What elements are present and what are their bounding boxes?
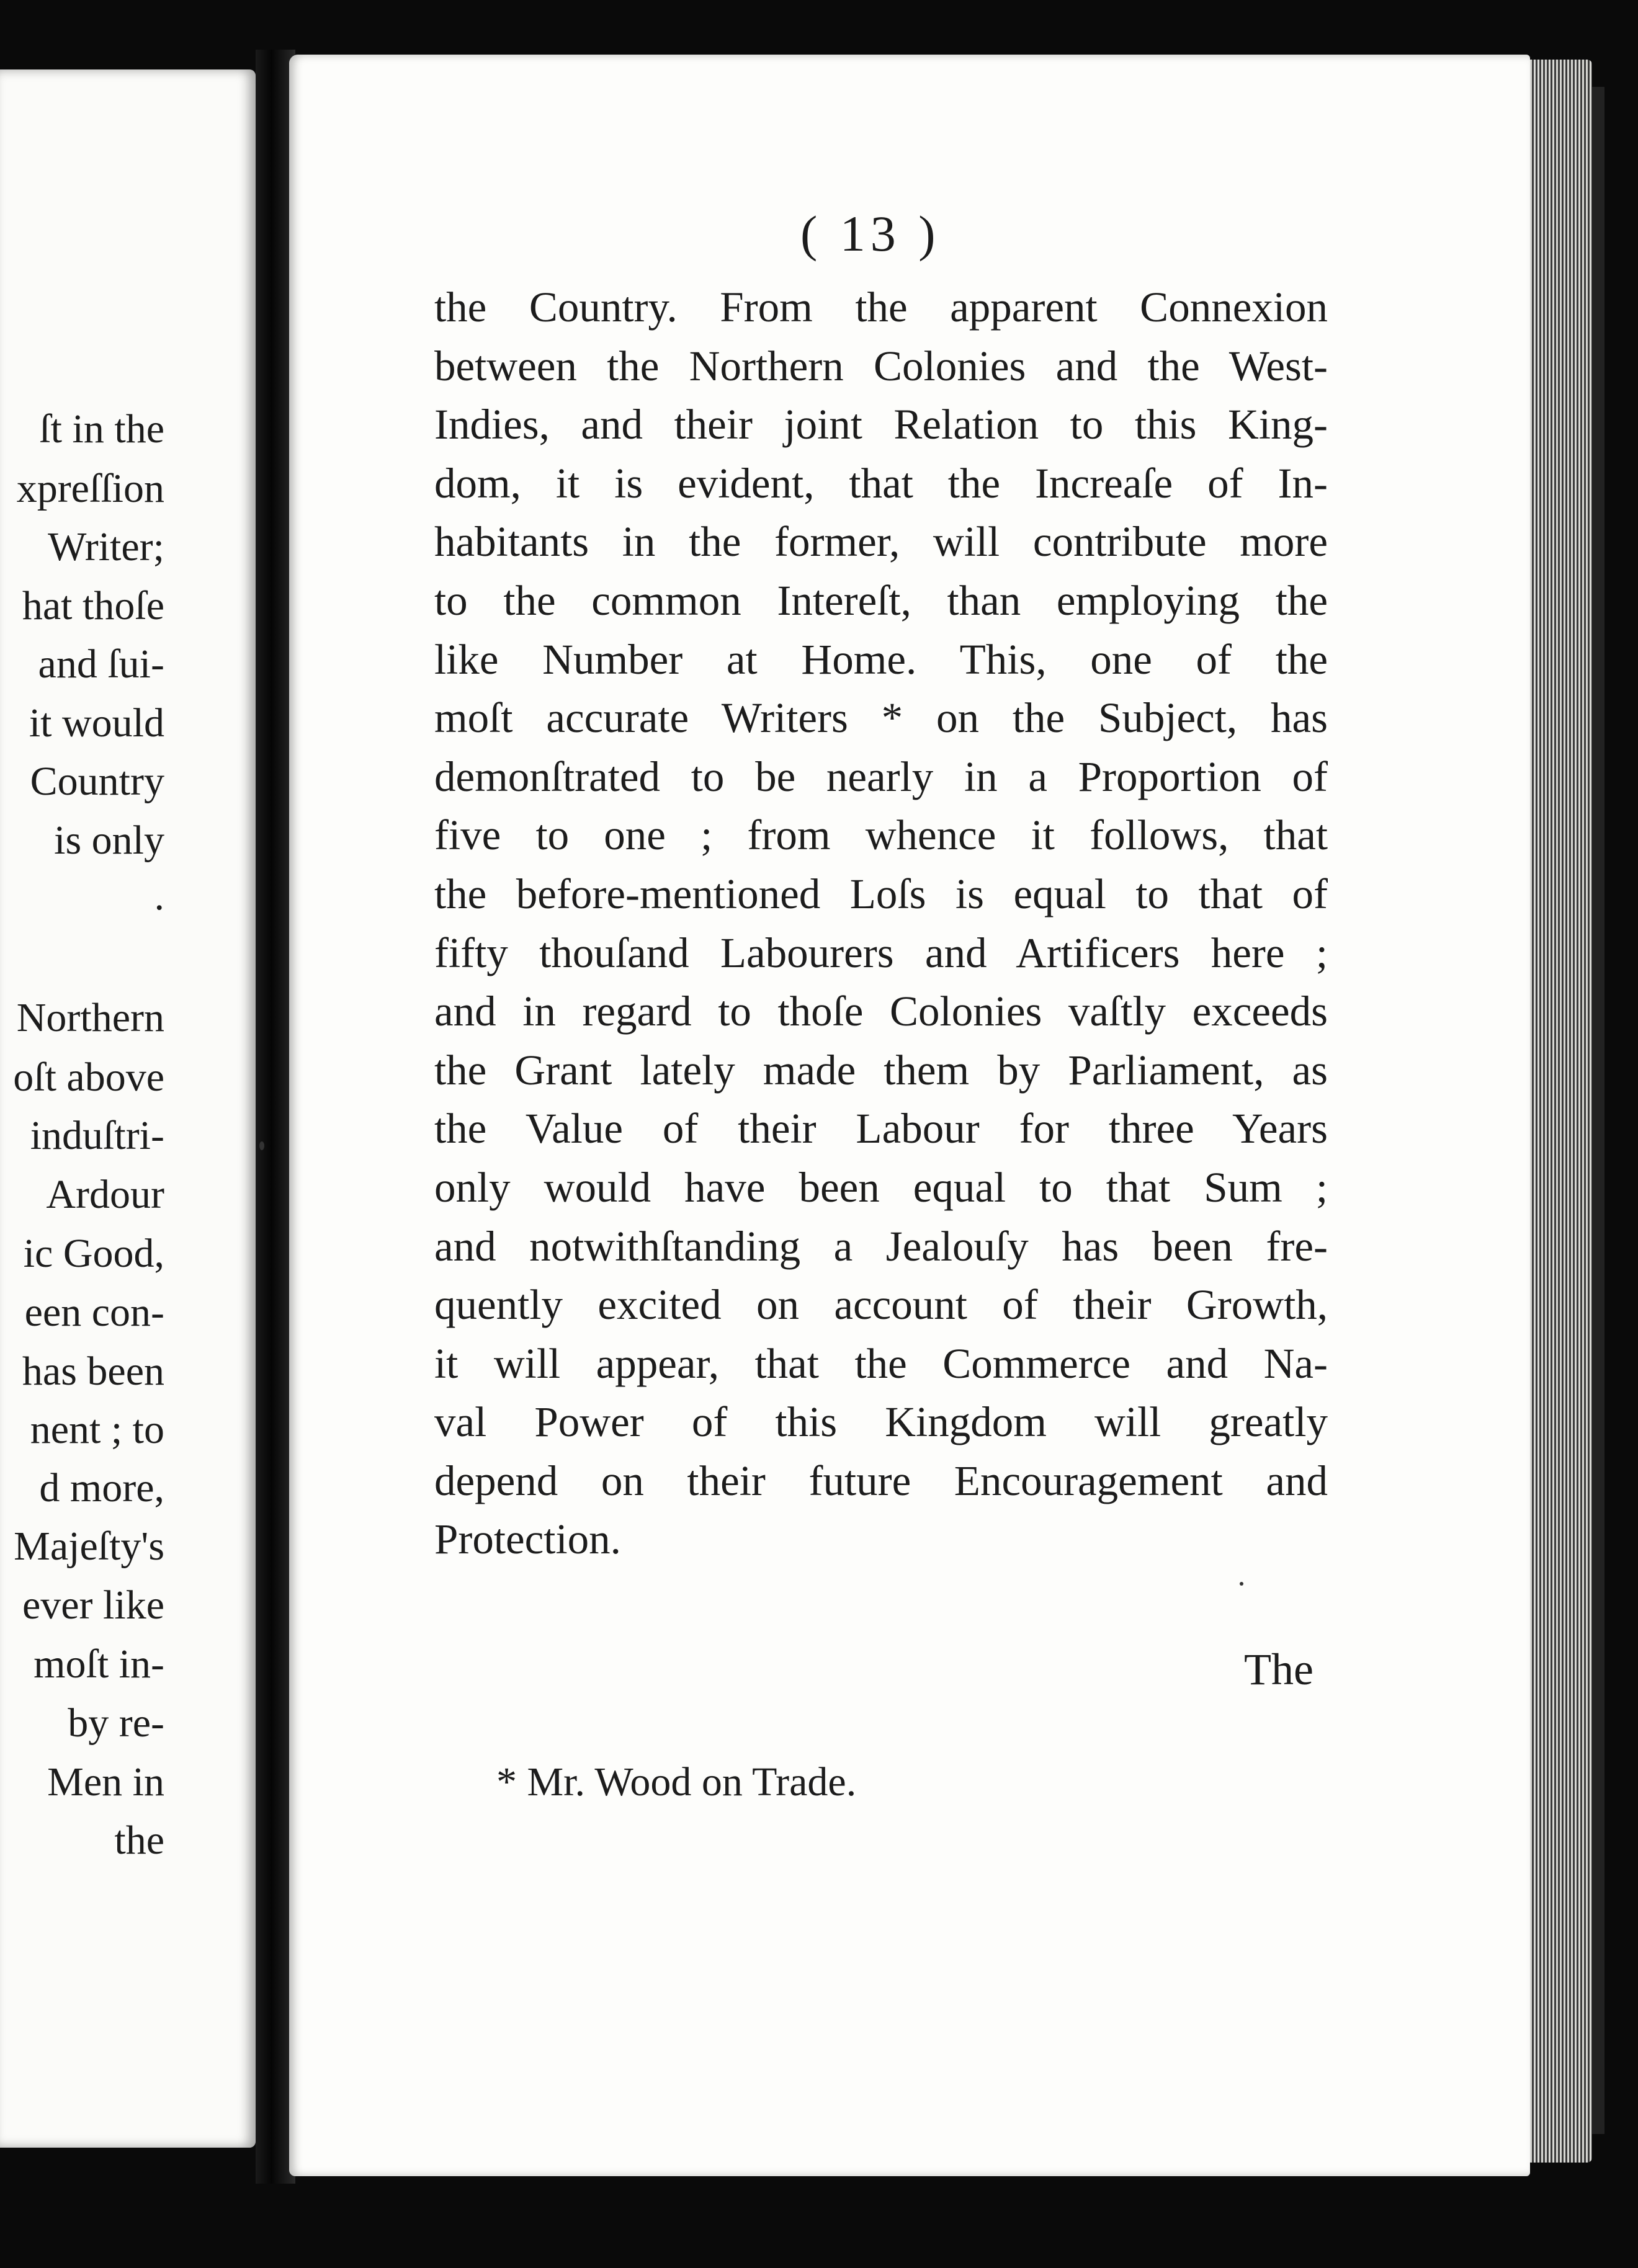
body-line: fifty thouſand Labourers and Artificers here ; — [434, 929, 1328, 976]
body-line: between the Northern Colonies and the West- — [434, 342, 1328, 390]
page-edges — [1530, 60, 1592, 2163]
body-line: only would have been equal to that Sum ; — [434, 1163, 1328, 1211]
facing-page-line: and ſui- — [38, 641, 164, 687]
facing-page-line: the — [114, 1818, 164, 1863]
facing-page-line: een con- — [24, 1290, 164, 1335]
body-line: the Grant lately made them by Parliament, as — [434, 1046, 1328, 1094]
body-line: the before-mentioned Loſs is equal to that of — [434, 870, 1328, 917]
facing-page-line: hat thoſe — [22, 583, 164, 628]
body-line: and in regard to thoſe Colonies vaſtly exceeds — [434, 988, 1328, 1035]
facing-page-line: oſt above — [13, 1055, 164, 1100]
ink-speck — [259, 1141, 264, 1150]
facing-page-line: moſt in- — [34, 1641, 164, 1687]
facing-page-line: Majeſty's — [14, 1524, 164, 1569]
facing-page-line: induſtri- — [30, 1113, 164, 1158]
facing-page-line: Men in — [47, 1759, 164, 1805]
facing-page-line: ſt in the — [39, 406, 164, 452]
edge-shadow — [1592, 87, 1604, 2134]
body-line: depend on their future Encouragement and — [434, 1457, 1328, 1504]
catchword: The — [1244, 1645, 1314, 1694]
facing-page-text — [0, 69, 256, 2148]
facing-page — [0, 69, 256, 2148]
facing-page-line: ic Good, — [23, 1231, 164, 1276]
facing-page-line: ever like — [22, 1583, 164, 1628]
body-line: five to one ; from whence it follows, that — [434, 811, 1328, 859]
body-line: val Power of this Kingdom will greatly — [434, 1398, 1328, 1446]
facing-page-line: has been — [22, 1349, 164, 1394]
ink-speck — [1240, 1582, 1243, 1586]
facing-page-line: by re- — [68, 1700, 164, 1746]
body-line: habitants in the former, will contribute more — [434, 518, 1328, 566]
footnote: * Mr. Wood on Trade. — [496, 1759, 857, 1805]
facing-page-line: nent ; to — [30, 1407, 164, 1452]
body-line: moſt accurate Writers * on the Subject, has — [434, 694, 1328, 742]
body-line: like Number at Home. This, one of the — [434, 635, 1328, 683]
body-line: and notwithſtanding a Jealouſy has been fre- — [434, 1222, 1328, 1270]
facing-page-line: Writer; — [48, 524, 164, 569]
body-text — [434, 278, 1328, 1569]
facing-page-line: is only — [54, 818, 164, 863]
body-line: it will appear, that the Commerce and Na- — [434, 1339, 1328, 1387]
body-line: Indies, and their joint Relation to this King- — [434, 401, 1328, 449]
facing-page-line: xpreſſion — [16, 466, 164, 511]
body-line: the Value of their Labour for three Years — [434, 1105, 1328, 1153]
facing-page-line: Country — [30, 759, 164, 804]
body-line: quently excited on account of their Growth, — [434, 1281, 1328, 1329]
page-number: ( 13 ) — [800, 205, 941, 262]
facing-page-line: . — [154, 873, 164, 919]
body-line: dom, it is evident, that the Increaſe of In- — [434, 459, 1328, 507]
body-line: the Country. From the apparent Connexion — [434, 284, 1328, 331]
facing-page-line: d more, — [39, 1465, 164, 1511]
facing-page-line: it would — [29, 700, 164, 746]
body-line: Protection. — [434, 1516, 621, 1563]
body-line: to the common Intereſt, than employing the — [434, 576, 1328, 624]
facing-page-line: Northern — [16, 995, 164, 1040]
body-line: demonſtrated to be nearly in a Proportion of — [434, 752, 1328, 800]
facing-page-line: Ardour — [46, 1172, 164, 1217]
